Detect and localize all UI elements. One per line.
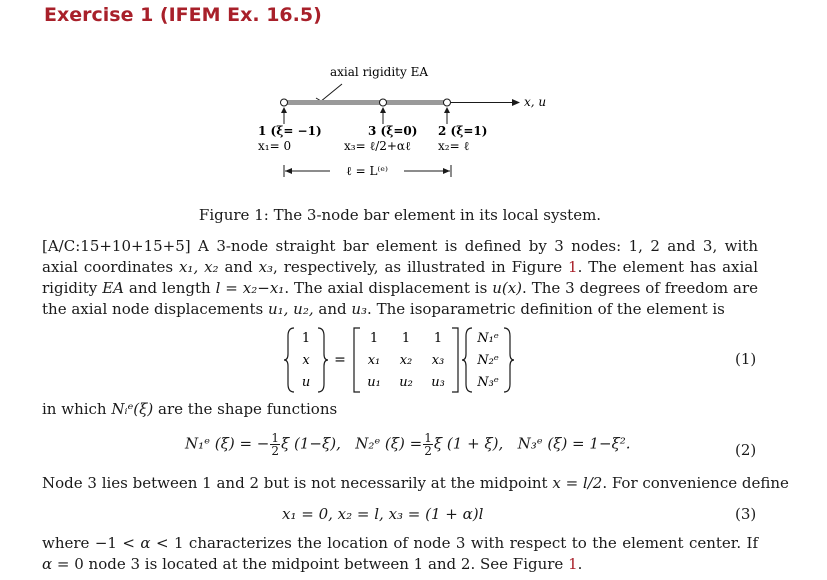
- node-1-coord: x₁= 0: [258, 139, 292, 153]
- node-3-coord: x₃= ℓ/2+αℓ: [344, 139, 411, 153]
- fraction-numerator: 1: [271, 431, 279, 445]
- node-1-circle: [281, 99, 288, 106]
- n1-lhs: N₁ᵉ (ξ) = −: [185, 434, 270, 453]
- n2-lhs: N₂ᵉ (ξ) =: [355, 434, 423, 453]
- fraction-denominator: 2: [424, 444, 432, 458]
- lhs-entry: x: [302, 353, 310, 368]
- math: u(x): [492, 279, 523, 297]
- node-1-label: 1 (ξ= −1): [258, 124, 322, 138]
- alpha-description: [42, 533, 758, 575]
- text: . The isoparametric definition of the element is: [367, 300, 725, 318]
- math: EA: [102, 279, 124, 297]
- text: < 1 characterizes the location of node 3 with respect to the element center. If: [150, 534, 758, 552]
- matrix-entry: x₂: [399, 353, 413, 368]
- matrix-entry: 1: [369, 331, 379, 346]
- text: .: [577, 555, 583, 573]
- matrix-entry: x₃: [431, 353, 445, 368]
- figure-ref-link[interactable]: 1: [568, 258, 578, 276]
- figure-ref-link[interactable]: 1: [568, 555, 578, 573]
- math: Nᵢᵉ(ξ): [111, 400, 154, 418]
- problem-statement: [42, 236, 758, 320]
- bar: [284, 100, 446, 105]
- equals-sign: =: [334, 352, 346, 368]
- rhs-entry: N₂ᵉ: [477, 353, 499, 368]
- text: where −1 <: [42, 534, 141, 552]
- math: x₃: [258, 258, 274, 276]
- text: . For convenience define: [602, 474, 789, 492]
- matrix-entry: u₃: [431, 375, 445, 390]
- n3-expr: N₃ᵉ (ξ) = 1−ξ².: [517, 434, 631, 453]
- matrix-bracket-left: [354, 328, 360, 392]
- math: u₃: [351, 300, 368, 318]
- node-2-circle: [444, 99, 451, 106]
- rhs-entry: N₁ᵉ: [477, 331, 499, 346]
- length-label: ℓ = L⁽ᵉ⁾: [346, 164, 388, 178]
- dimension-arrowhead-left: [285, 168, 292, 174]
- matrix-bracket-right: [452, 328, 458, 392]
- text: , respectively, as illustrated in Figure: [273, 258, 569, 276]
- dimension-arrowhead-right: [443, 168, 450, 174]
- exercise-title: Exercise 1 (IFEM Ex. 16.5): [44, 4, 322, 26]
- caption-label: Figure 1:: [198, 206, 269, 224]
- lhs-entry: u: [301, 375, 311, 390]
- rhs-brace-left: [462, 328, 472, 392]
- lhs-entry: 1: [301, 331, 311, 346]
- matrix-entry: 1: [433, 331, 443, 346]
- math: u₁, u₂,: [267, 300, 314, 318]
- node-2-arrowhead: [444, 107, 450, 113]
- math: l = x₂−x₁: [215, 279, 285, 297]
- node-3-location-text: [42, 474, 789, 492]
- lhs-brace-right: [318, 328, 328, 392]
- rhs-entry: N₃ᵉ: [477, 375, 499, 390]
- equation-3: x₁ = 0, x₂ = l, x₃ = (1 + α)l: [282, 505, 484, 523]
- fraction-denominator: 2: [271, 444, 279, 458]
- n1-rhs: ξ (1−ξ),: [281, 434, 341, 453]
- text: = 0 node 3 is located at the midpoint between 1 and 2. See Figure: [52, 555, 569, 573]
- text: and: [218, 258, 259, 276]
- text: . The axial displacement is: [284, 279, 493, 297]
- rigidity-label: axial rigidity EA: [330, 65, 429, 79]
- matrix-entry: x₁: [367, 353, 381, 368]
- fraction: [270, 432, 280, 457]
- axis-label: x, u: [524, 95, 547, 109]
- node-1-arrowhead: [281, 107, 287, 113]
- rigidity-pointer: [320, 84, 342, 102]
- math: x₁, x₂: [178, 258, 219, 276]
- matrix-entry: u₁: [367, 375, 381, 390]
- text: Node 3 lies between 1 and 2 but is not necessarily at the midpoint: [42, 474, 553, 492]
- math: x = l/2: [552, 474, 603, 492]
- node-3-label: 3 (ξ=0): [368, 124, 418, 138]
- node-3-arrowhead: [380, 107, 386, 113]
- text: . The element has axial rigidity: [42, 258, 759, 297]
- text: and: [313, 300, 352, 318]
- rhs-brace-right: [504, 328, 514, 392]
- text: . The 3 degrees of freedom are the axial node displacements: [42, 279, 759, 318]
- fraction: [423, 432, 433, 457]
- n2-rhs: ξ (1 + ξ),: [433, 434, 504, 453]
- text: and length: [124, 279, 216, 297]
- text: [A/C:15+10+15+5] A 3-node straight bar element is defined by 3 nodes: 1, 2 and 3, with axial coordinates: [42, 237, 758, 276]
- math: α: [42, 555, 53, 573]
- node-2-label: 2 (ξ=1): [438, 124, 488, 138]
- equation-2: [185, 432, 631, 457]
- node-3-circle: [380, 99, 387, 106]
- equation-1-number: (1): [735, 350, 757, 368]
- caption-text: The 3-node bar element in its local system.: [273, 206, 602, 224]
- math: α: [140, 534, 151, 552]
- bar-element-figure: [250, 58, 580, 193]
- x-axis-arrowhead: [512, 99, 520, 106]
- figure-caption: [0, 206, 800, 224]
- node-2-coord: x₂= ℓ: [438, 139, 470, 153]
- equation-2-number: (2): [735, 441, 757, 459]
- matrix-entry: 1: [401, 331, 411, 346]
- matrix-entry: u₂: [399, 375, 413, 390]
- equation-1: [282, 326, 532, 394]
- fraction-numerator: 1: [424, 431, 432, 445]
- text: in which: [42, 400, 112, 418]
- text: are the shape functions: [153, 400, 338, 418]
- lhs-brace-left: [284, 328, 294, 392]
- shape-functions-intro: [42, 400, 337, 418]
- equation-3-number: (3): [735, 505, 757, 523]
